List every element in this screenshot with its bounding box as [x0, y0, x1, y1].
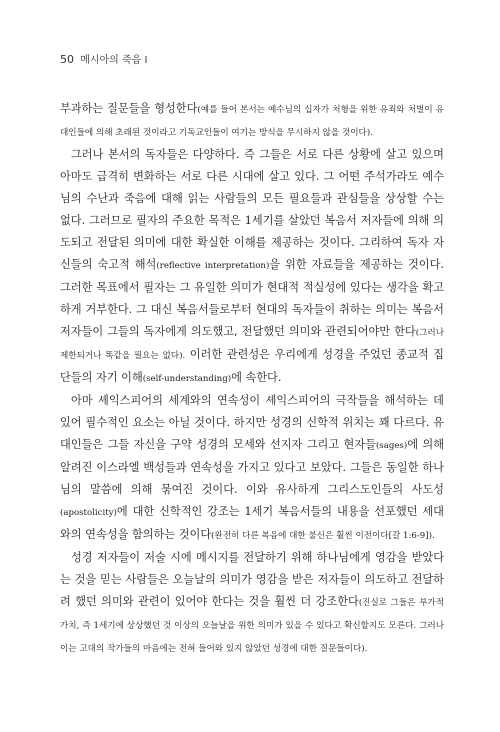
parenthetical-note: (예를 들어 본서는 예수님의 십자가 처형을 위한 유죄와 처벌이 유대인들에 의해 초래된 것이라고 기독교인들이 여기는 방식을 무시하지 않을 것이다).: [60, 105, 444, 138]
text-run: 성경 저자들이 저술 시에 메시지를 전달하기 위해 하나님에게 영감을 받았다는 것을 믿는 사람들은 오늘날의 의미가 영감을 받은 저자들이 의도하고 전달하려 했던 의미와 관련이 있어야 한다는 것을 훨씬 더 강조한다: [60, 551, 444, 608]
paragraph: [60, 390, 444, 547]
text-run: 부과하는 질문들을 형성한다: [60, 102, 198, 115]
page-number: 50: [60, 53, 74, 66]
parenthetical-note: (그러나 제한되거나 똑같을 필요는 없다).: [60, 328, 444, 361]
text-run: 을 위한 자료들을 제공하는 것이다. 그러한 목표에서 필자는 그 유일한 의미가 현대적 적실성에 있다는 생각을 확고하게 거부한다. 그 대신 복음서들로부터 현대의 독자들이 취하는 의미는 복음서 저자들이 그들의 독자에게 의도했고, 전달했던 의미와 관련되어야만 한다: [60, 258, 444, 338]
parenthetical-note: (완전히 다른 복음에 대한 불신은 훨씬 이전이다[갈 1:6-9]).: [211, 531, 435, 541]
parenthetical-note: (reflective interpretation): [156, 261, 270, 271]
running-title: 메시아의 죽음 I: [80, 55, 148, 66]
paragraph: [60, 547, 444, 660]
parenthetical-note: (apostolicity): [60, 508, 117, 518]
running-header: [60, 51, 147, 66]
paragraph: [60, 144, 444, 390]
parenthetical-note: (진실로 그들은 부가적 가치, 즉 1세기에 상상했던 것 이상의 오늘날을 위한 의미가 있을 수 있다고 확신할지도 모른다. 그러나 이는 고대의 작가들의 마음에는 전혀 들어와 있지 않았던 성경에 대한 질문들이다).: [60, 598, 444, 654]
text-run: 이러한 관련성은 우리에게 성경을 주었던 종교적 집단들의 자기 이해: [60, 348, 444, 384]
text-run: 에 의해 알려진 이스라엘 백성들과 연속성을 가지고 있다고 보았다. 그들은 동일한 하나님의 말씀에 의해 묶여진 것이다. 이와 유사하게 그리스도인들의 사도성: [60, 438, 444, 496]
text-run: 에 속한다.: [231, 371, 282, 384]
text-run: 아마 셰익스피어의 세계와의 연속성이 셰익스피어의 극작들을 해석하는 데 있어 필수적인 요소는 아닐 것이다. 하지만 성경의 신학적 위치는 꽤 다르다. 유대인들은 그들 자신을 구약 성경의 모세와 선지자 그리고 현자들: [60, 394, 444, 451]
paragraph: [60, 98, 444, 144]
text-run: 에 대한 신학적인 강조는 1세기 복음서들의 내용을 선포했던 세대와의 연속성을 함의하는 것이다: [60, 505, 444, 541]
body-text: [60, 98, 444, 660]
parenthetical-note: (self-understanding): [142, 374, 232, 384]
text-run: 그러나 본서의 독자들은 다양하다. 즉 그들은 서로 다른 상황에 살고 있으며 아마도 급격히 변화하는 서로 다른 시대에 살고 있다. 그 어떤 주석가라도 예수님의 수난과 죽음에 대해 읽는 사람들의 모든 필요들과 관심들을 상상할 수는 없다. 그러므로 필자의 주요한 목적은 1세기를 살았던 복음서 저자들에 의해 의도되고 전달된 의미에 대한 확실한 이해를 제공하는 것이다. 그리하여 독자 자신들의 숙고적 해석: [60, 148, 444, 271]
parenthetical-note: (sages): [375, 441, 408, 451]
